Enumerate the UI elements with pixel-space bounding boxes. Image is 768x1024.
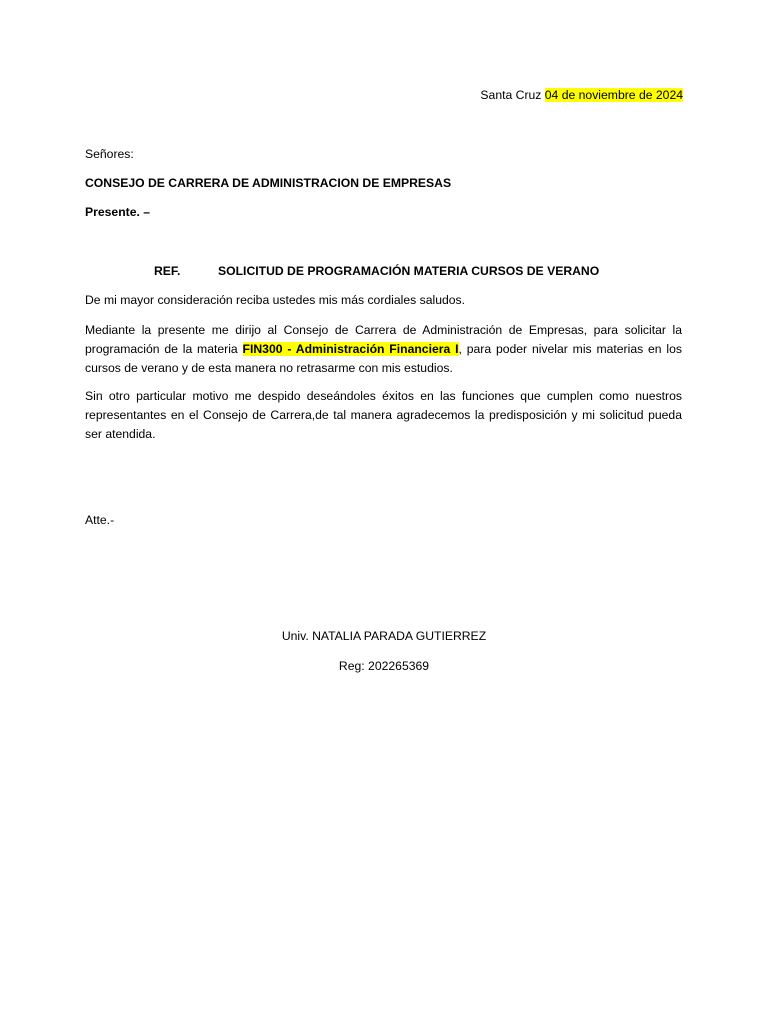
body-1-before: Mediante la presente me dirijo al Consejo de Carrera de Administración de Empresas, para solicitar la programación de la materia bbox=[85, 323, 682, 356]
body-1-after: , para poder nivelar mis materias en los cursos de verano y de esta manera no retrasarme con mis estudios. bbox=[85, 342, 682, 375]
signer-name: Univ. NATALIA PARADA GUTIERREZ bbox=[281, 629, 487, 643]
ref-text: SOLICITUD DE PROGRAMACIÓN MATERIA CURSOS DE VERANO bbox=[218, 264, 600, 278]
body-paragraph-2: Sin otro particular motivo me despido deseándoles éxitos en las funciones que cumplen como nuestros representantes en el Consejo de Carrera,de tal manera agradecemos la predisposición y mi solicitud pueda ser atendida. bbox=[85, 389, 682, 441]
presente: Presente. – bbox=[85, 205, 151, 219]
greeting: De mi mayor consideración reciba ustedes mis más cordiales saludos. bbox=[85, 293, 466, 307]
ref-label: REF. bbox=[154, 264, 181, 278]
signer-reg: Reg: 202265369 bbox=[338, 659, 430, 673]
body-paragraph-1 bbox=[85, 321, 682, 378]
closing: Atte.- bbox=[85, 513, 115, 527]
addressee: CONSEJO DE CARRERA DE ADMINISTRACION DE EMPRESAS bbox=[85, 176, 452, 190]
date: 04 de noviembre de 2024 bbox=[544, 88, 683, 102]
place: Santa Cruz bbox=[480, 88, 542, 102]
salutation: Señores: bbox=[85, 147, 134, 161]
subject-highlight: FIN300 - Administración Financiera I bbox=[242, 342, 459, 356]
date-line bbox=[480, 88, 683, 102]
